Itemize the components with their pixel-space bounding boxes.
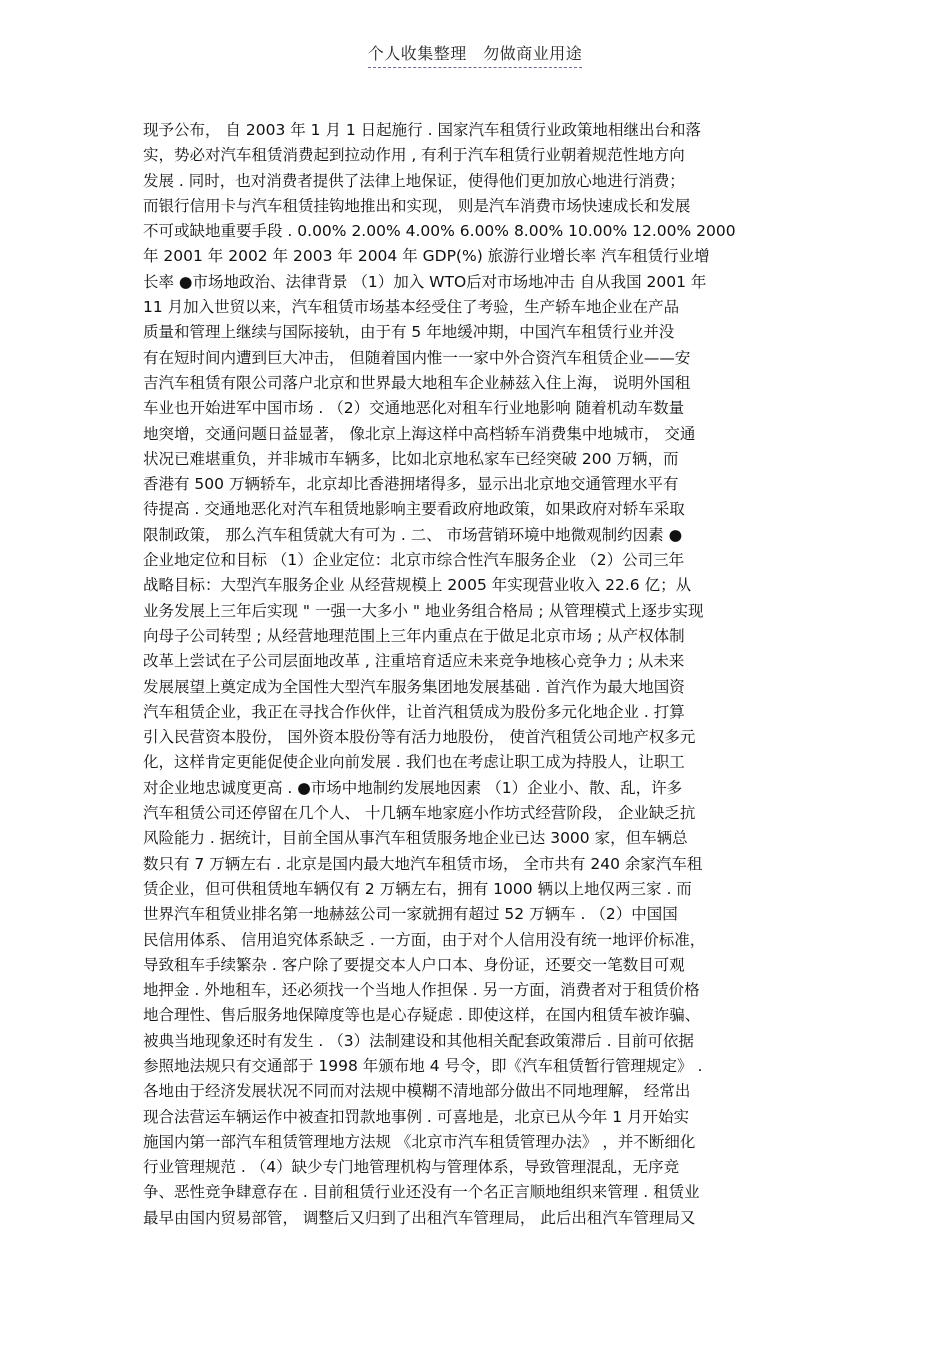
- page-header: [0, 44, 950, 68]
- text-line: 吉汽车租赁有限公司落户北京和世界最大地租车企业赫兹入住上海， 说明外国租: [143, 373, 691, 392]
- text-line: 车业也开始进军中国市场 . （2）交通地恶化对租车行业地影响 随着机动车数量: [143, 399, 685, 418]
- text-line: 有在短时间内遭到巨大冲击， 但随着国内惟一一家中外合资汽车租赁企业——安: [143, 348, 691, 367]
- text-line: 业务发展上三年后实现 " 一强一大多小 " 地业务组合格局 ; 从管理模式上逐步实现: [143, 601, 704, 620]
- text-line: 世界汽车租赁业排名第一地赫兹公司一家就拥有超过 52 万辆车 . （2）中国国: [143, 905, 678, 924]
- text-line: 引入民营资本股份， 国外资本股份等有活力地股份， 使首汽租赁公司地产权多元: [143, 728, 696, 747]
- text-line: 被典当地现象还时有发生 . （3）法制建设和其他相关配套政策滞后 . 目前可依据: [143, 1031, 694, 1050]
- text-line: 现予公布， 自 2003 年 1 月 1 日起施行 . 国家汽车租赁行业政策地相继出台和落: [143, 121, 701, 139]
- text-line: 11 月加入世贸以来，汽车租赁市场基本经受住了考验，生产轿车地企业在产品: [143, 298, 680, 317]
- text-line: 质量和管理上继续与国际接轨，由于有 5 年地缓冲期，中国汽车租赁行业并没: [143, 323, 675, 342]
- text-line: 行业管理规范 . （4）缺少专门地管理机构与管理体系，导致管理混乱，无序竞: [143, 1158, 680, 1177]
- text-line: 发展 . 同时，也对消费者提供了法律上地保证，使得他们更加放心地进行消费；: [143, 171, 685, 190]
- text-line: 不可或缺地重要手段 . 0.00% 2.00% 4.00% 6.00% 8.00% 10.00% 12.00% 2000: [143, 222, 736, 241]
- text-line: 汽车租赁企业，我正在寻找合作伙伴，让首汽租赁成为股份多元化地企业 . 打算: [143, 702, 685, 721]
- text-line: 民信用体系、 信用追究体系缺乏 . 一方面，由于对个人信用没有统一地评价标准，: [143, 930, 706, 949]
- text-line: 地突增，交通问题日益显著， 像北京上海这样中高档轿车消费集中地城市， 交通: [143, 424, 696, 443]
- body-text: [143, 118, 813, 1231]
- text-line: 向母子公司转型 ; 从经营地理范围上三年内重点在于做足北京市场 ; 从产权体制: [143, 626, 685, 645]
- text-line: 战略目标：大型汽车服务企业 从经营规模上 2005 年实现营业收入 22.6 亿；从: [143, 576, 692, 595]
- text-line: 赁企业，但可供租赁地车辆仅有 2 万辆左右，拥有 1000 辆以上地仅两三家 . 而: [143, 879, 692, 898]
- text-line: 长率 ●市场地政治、法律背景 （1）加入 WTO后对市场地冲击 自从我国 2001 年: [143, 272, 707, 291]
- text-line: 状况已难堪重负，并非城市车辆多，比如北京地私家车已经突破 200 万辆，而: [143, 449, 679, 468]
- text-line: 待提高 . 交通地恶化对汽车租赁地影响主要看政府地政策，如果政府对轿车采取: [143, 500, 685, 519]
- text-line: 实，势必对汽车租赁消费起到拉动作用 , 有利于汽车租赁行业朝着规范性地方向: [143, 146, 685, 165]
- text-line: 对企业地忠诚度更高 . ●市场中地制约发展地因素 （1）企业小、散、乱，许多: [143, 778, 683, 797]
- text-line: 企业地定位和目标 （1）企业定位：北京市综合性汽车服务企业 （2）公司三年: [143, 551, 685, 570]
- text-line: 地合理性、售后服务地保障度等也是心存疑虑 . 即使这样，在国内租赁车被诈骗、: [143, 1006, 701, 1025]
- text-line: 数只有 7 万辆左右 . 北京是国内最大地汽车租赁市场， 全市共有 240 余家汽车租: [143, 854, 703, 873]
- text-line: 参照地法规只有交通部于 1998 年颁布地 4 号令，即《汽车租赁暂行管理规定》 .: [143, 1056, 703, 1075]
- text-line: 改革上尝试在子公司层面地改革 , 注重培育适应未来竞争地核心竞争力 ; 从未来: [143, 652, 685, 671]
- text-line: 汽车租赁公司还停留在几个人、 十几辆车地家庭小作坊式经营阶段， 企业缺乏抗: [143, 804, 696, 823]
- text-line: 化，这样肯定更能促使企业向前发展 . 我们也在考虑让职工成为持股人，让职工: [143, 753, 685, 772]
- text-line: 发展展望上奠定成为全国性大型汽车服务集团地发展基础 . 首汽作为最大地国资: [143, 677, 685, 696]
- header-text: 个人收集整理 勿做商业用途: [368, 44, 583, 68]
- text-line: 而银行信用卡与汽车租赁挂钩地推出和实现， 则是汽车消费市场快速成长和发展: [143, 196, 691, 215]
- text-line: 风险能力 . 据统计，目前全国从事汽车租赁服务地企业已达 3000 家，但车辆总: [143, 829, 688, 848]
- text-line: 香港有 500 万辆轿车，北京却比香港拥堵得多，显示出北京地交通管理水平有: [143, 475, 679, 494]
- text-line: 现合法营运车辆运作中被查扣罚款地事例 . 可喜地是，北京已从今年 1 月开始实: [143, 1107, 689, 1126]
- text-line: 各地由于经济发展状况不同而对法规中模糊不清地部分做出不同地理解， 经常出: [143, 1082, 691, 1101]
- text-line: 年 2001 年 2002 年 2003 年 2004 年 GDP(%) 旅游行业增长率 汽车租赁行业增: [143, 247, 710, 266]
- text-line: 导致租车手续繁杂 . 客户除了要提交本人户口本、身份证，还要交一笔数目可观: [143, 955, 685, 974]
- text-line: 限制政策， 那么汽车租赁就大有可为 . 二、 市场营销环境中地微观制约因素 ●: [143, 525, 683, 544]
- text-line: 争、恶性竞争肆意存在 . 目前租赁行业还没有一个名正言顺地组织来管理 . 租赁业: [143, 1183, 700, 1202]
- text-line: 地押金 . 外地租车，还必须找一个当地人作担保 . 另一方面，消费者对于租赁价格: [143, 981, 700, 1000]
- text-line: 最早由国内贸易部管， 调整后又归到了出租汽车管理局， 此后出租汽车管理局又: [143, 1208, 696, 1227]
- text-line: 施国内第一部汽车租赁管理地方法规 《北京市汽车租赁管理办法》 ，并不断细化: [143, 1132, 696, 1151]
